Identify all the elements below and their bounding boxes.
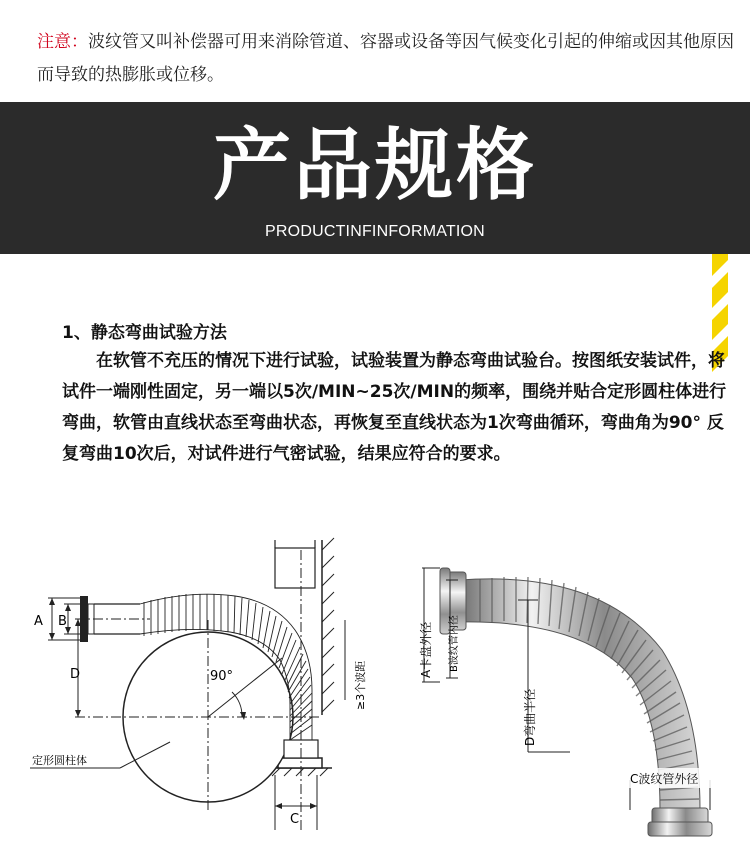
notice xyxy=(37,26,737,92)
product-dimension-diagram xyxy=(400,560,730,850)
section-paragraph: 在软管不充压的情况下进行试验，试验装置为静态弯曲试验台。按图纸安装试件，将试件一端刚性固定，另一端以5次/MIN~25次/MIN的频率，围绕并贴合定形圆柱体进行弯曲，软管由直线状态至弯曲状态，再恢复至直线状态为1次弯曲循环，弯曲角为90° 反复弯曲10次后，对试件进行气密试验，结果应符合的要求。 xyxy=(62,351,727,464)
dim-label-hose-id: B波纹管内径 xyxy=(449,615,460,672)
angle-label: 90° xyxy=(210,669,234,684)
banner-subtitle: PRODUCTINFINFORMATION xyxy=(265,223,485,240)
gap-label: ≥3个波距 xyxy=(354,660,367,710)
dim-label-c: C xyxy=(290,812,300,827)
notice-text: 波纹管又叫补偿器可用来消除管道、容器或设备等因气候变化引起的伸缩或因其他原因而导致的热膨胀或位移。 xyxy=(37,32,734,85)
banner xyxy=(0,102,750,254)
dim-label-a: A xyxy=(34,614,43,629)
cylinder-label: 定形圆柱体 xyxy=(32,754,87,767)
dim-label-bend-radius: D弯曲半径 xyxy=(523,688,537,746)
dim-label-b: B xyxy=(58,614,67,629)
banner-title: 产品规格 xyxy=(212,121,537,211)
section-title: 1、静态弯曲试验方法 xyxy=(62,323,227,343)
notice-label: 注意： xyxy=(37,32,88,52)
dim-label-d: D xyxy=(70,667,81,682)
bend-test-diagram xyxy=(20,530,390,835)
dim-label-flange-od: A卡盘外径 xyxy=(419,621,433,678)
dim-label-hose-od: C波纹管外径 xyxy=(630,772,699,786)
